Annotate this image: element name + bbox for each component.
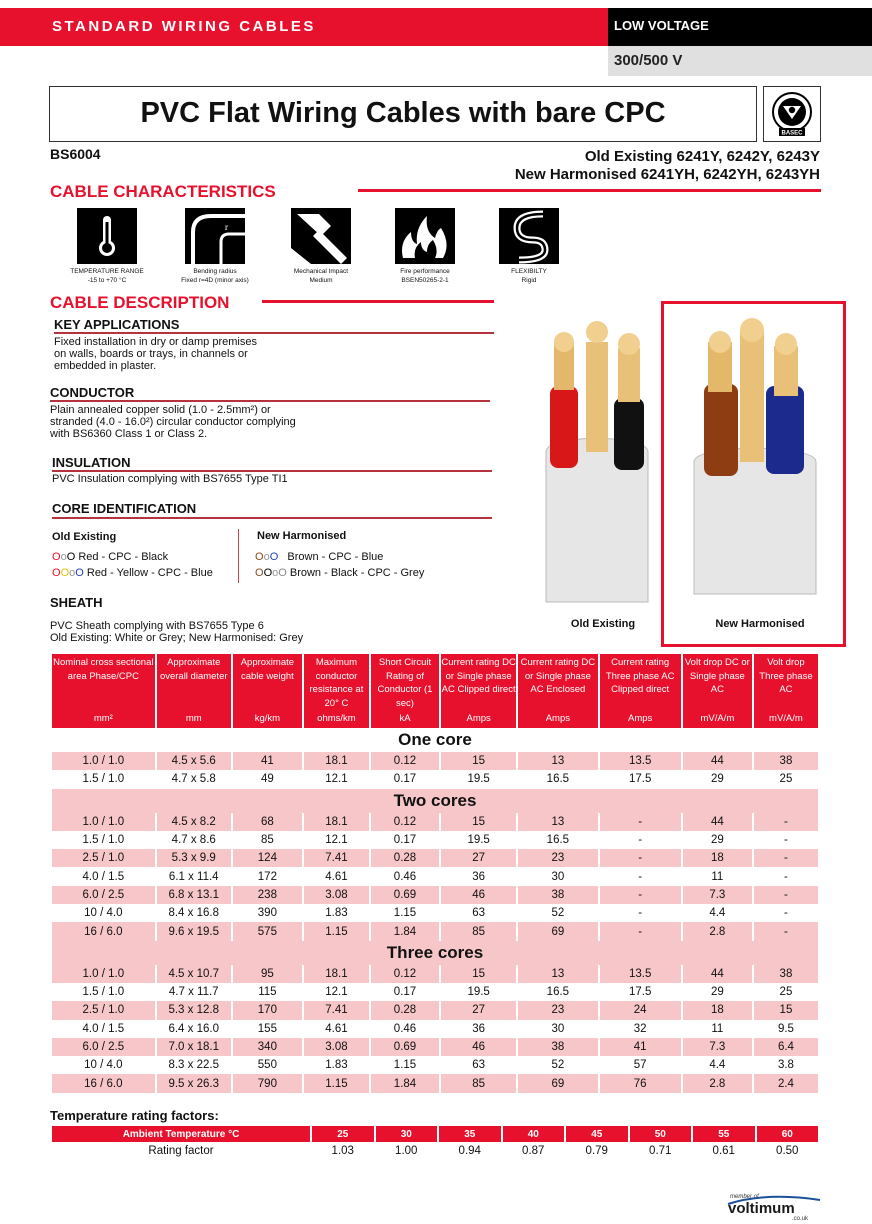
- voltage-class: LOW VOLTAGE: [614, 18, 709, 33]
- column-header-text: Approximate overall diameter: [159, 657, 228, 682]
- column-header-text: Nominal cross sectional area Phase/CPC: [53, 657, 154, 682]
- table-cell: 0.69: [371, 886, 439, 904]
- table-row: [52, 1020, 818, 1038]
- table-cell: 13.5: [600, 752, 681, 770]
- table-cell: 7.3: [683, 1038, 752, 1056]
- table-cell: 4.61: [325, 870, 348, 883]
- char-temperature: TEMPERATURE RANGE -15 to +70 °C: [52, 208, 162, 285]
- temperature-value: 50: [630, 1126, 692, 1142]
- core-old-title: Old Existing: [52, 531, 117, 543]
- table-cell: 3.08: [304, 1038, 369, 1056]
- sheath-text: PVC Sheath complying with BS7655 Type 6 Old Existing: White or Grey; New Harmonised: Grey: [50, 620, 304, 644]
- rating-factor-value: 0.71: [649, 1145, 672, 1157]
- table-cell: 4.5 x 5.6: [157, 752, 231, 770]
- table-row: [52, 1001, 818, 1019]
- table-cell: 32: [633, 1022, 647, 1035]
- core-identification-title: CORE IDENTIFICATION: [52, 501, 197, 516]
- voltimum-logo: [726, 1190, 822, 1220]
- member-of-text: member of: [730, 1194, 759, 1200]
- table-cell: 38: [754, 752, 818, 770]
- conductor-title: CONDUCTOR: [50, 385, 135, 400]
- table-cell: 4.7 x 11.7: [168, 986, 219, 999]
- flame-icon: [395, 208, 455, 264]
- table-cell: 575: [233, 922, 302, 940]
- table-cell: 41: [600, 1038, 681, 1056]
- table-cell: 2.5 / 1.0: [52, 1001, 155, 1019]
- table-row: [52, 965, 818, 983]
- table-cell: 16 / 6.0: [52, 1074, 155, 1092]
- key-applications-text: Fixed installation in dry or damp premises on walls, boards or trays, in channels or embedded in plaster.: [54, 336, 257, 372]
- char-flexibility: FLEXIBILTY Rigid: [474, 208, 584, 285]
- column-header-text: Volt drop Three phase AC: [759, 657, 813, 695]
- table-row: [52, 1038, 818, 1056]
- group-title: Two cores: [52, 789, 818, 813]
- table-cell: 85: [441, 922, 516, 940]
- table-cell: 4.61: [325, 1022, 348, 1035]
- table-cell: 13: [518, 752, 597, 770]
- table-cell: 1.15: [304, 922, 369, 940]
- table-cell: 15: [441, 813, 516, 831]
- table-cell: 170: [233, 1001, 302, 1019]
- table-cell: 0.17: [393, 773, 417, 786]
- table-row: [52, 752, 818, 770]
- table-cell: 1.83: [325, 1059, 348, 1072]
- table-cell: -: [600, 886, 681, 904]
- table-cell: 4.0 / 1.5: [82, 1022, 125, 1035]
- column-header-text: Current rating DC or Single phase AC Enclosed: [520, 657, 596, 695]
- table-cell: 15: [441, 965, 516, 983]
- table-cell: 12.1: [325, 773, 348, 786]
- conductor-text: Plain annealed copper solid (1.0 - 2.5mm²) or stranded (4.0 - 16.0²) circular conductor complying with BS6360 Class 1 or Class 2.: [50, 404, 296, 440]
- table-cell: 38: [518, 886, 597, 904]
- table-cell: 3.08: [304, 886, 369, 904]
- table-cell: 1.5 / 1.0: [82, 986, 125, 999]
- voltage-rating: 300/500 V: [614, 52, 683, 69]
- table-cell: 17.5: [628, 773, 652, 786]
- standard-code: BS6004: [50, 146, 101, 162]
- table-cell: 0.46: [393, 1022, 417, 1035]
- column-header: [304, 654, 369, 728]
- core-old-line-2: OOoO Red - Yellow - CPC - Blue: [52, 567, 213, 579]
- table-cell: 5.3 x 12.8: [157, 1001, 231, 1019]
- basec-logo: [763, 86, 821, 142]
- table-cell: 155: [257, 1022, 277, 1035]
- column-header: [441, 654, 516, 728]
- column-header: [157, 654, 231, 728]
- table-cell: 15: [441, 752, 516, 770]
- table-cell: 2.8: [683, 922, 752, 940]
- table-cell: 52: [551, 907, 565, 920]
- table-cell: 0.12: [371, 813, 439, 831]
- table-cell: 36: [472, 1022, 486, 1035]
- key-applications-rule: [54, 332, 494, 334]
- table-cell: -: [784, 834, 788, 847]
- old-existing-cable-image: [536, 312, 660, 612]
- table-cell: 63: [472, 907, 486, 920]
- column-header-text: Approximate cable weight: [240, 657, 295, 682]
- temperature-header-label: Ambient Temperature °C: [52, 1126, 310, 1142]
- new-harmonised-highlight-frame: [661, 301, 846, 647]
- voltage-rating-bar: [608, 46, 872, 76]
- new-reference: New Harmonised 6241YH, 6242YH, 6243YH: [514, 166, 820, 183]
- char-impact: Mechanical Impact Medium: [266, 208, 376, 285]
- table-cell: 172: [257, 870, 277, 883]
- table-cell: 340: [233, 1038, 302, 1056]
- table-cell: 52: [551, 1059, 565, 1072]
- svg-text:r: r: [225, 222, 228, 232]
- column-header-unit: Amps: [466, 713, 491, 724]
- table-cell: 29: [710, 834, 724, 847]
- table-cell: 69: [518, 1074, 597, 1092]
- table-cell: 3.8: [777, 1059, 794, 1072]
- table-cell: 0.28: [371, 1001, 439, 1019]
- column-header-unit: Amps: [545, 713, 571, 724]
- table-cell: -: [600, 849, 681, 867]
- rating-factor-label: Rating factor: [148, 1145, 214, 1157]
- core-identification-rule: [52, 517, 492, 519]
- table-cell: 7.41: [304, 849, 369, 867]
- column-header: [371, 654, 439, 728]
- column-header-unit: Amps: [628, 713, 653, 724]
- table-cell: 57: [633, 1059, 647, 1072]
- table-cell: -: [638, 870, 643, 883]
- cable-data-table: [50, 654, 820, 1093]
- char-fire: Fire performance BSEN50265-2-1: [370, 208, 480, 285]
- temperature-value: 25: [312, 1126, 374, 1142]
- column-header: [683, 654, 752, 728]
- column-header: [600, 654, 681, 728]
- table-row: [52, 1074, 818, 1092]
- temperature-title: Temperature rating factors:: [50, 1108, 219, 1123]
- table-cell: 18.1: [304, 813, 369, 831]
- rating-factor-value: 0.61: [712, 1145, 735, 1157]
- table-cell: 1.83: [325, 907, 348, 920]
- column-header-unit: mm²: [93, 713, 113, 724]
- table-cell: 36: [472, 870, 486, 883]
- table-cell: -: [784, 870, 788, 883]
- conductor-rule: [50, 400, 490, 402]
- column-header: [518, 654, 597, 728]
- column-header: [754, 654, 818, 728]
- table-cell: 13: [518, 965, 597, 983]
- table-cell: 0.17: [393, 986, 417, 999]
- table-cell: 44: [683, 965, 752, 983]
- table-cell: 16 / 6.0: [52, 922, 155, 940]
- char-bending: r Bending radius Fixed r=4D (minor axis): [160, 208, 270, 285]
- table-cell: 11: [711, 1022, 724, 1035]
- rating-factor-value: 1.00: [395, 1145, 418, 1157]
- table-cell: 1.5 / 1.0: [82, 773, 125, 786]
- insulation-title: INSULATION: [52, 455, 131, 470]
- table-cell: 25: [779, 986, 793, 999]
- column-header-unit: mm: [185, 713, 202, 724]
- table-cell: 16.5: [546, 834, 570, 847]
- table-row: [52, 922, 818, 940]
- characteristics-heading: CABLE CHARACTERISTICS: [50, 182, 276, 201]
- insulation-text: PVC Insulation complying with BS7655 Type TI1: [52, 473, 288, 485]
- logo-text: BASEC: [781, 130, 803, 137]
- table-cell: 44: [683, 752, 752, 770]
- table-cell: 16.5: [546, 986, 570, 999]
- table-cell: 1.84: [371, 1074, 439, 1092]
- table-cell: 10 / 4.0: [84, 907, 123, 920]
- table-cell: 4.5 x 8.2: [157, 813, 231, 831]
- table-cell: 0.17: [393, 834, 417, 847]
- table-cell: 18: [683, 1001, 752, 1019]
- column-header-text: Current rating Three phase AC Clipped direct: [605, 657, 675, 695]
- table-cell: 390: [257, 907, 277, 920]
- table-cell: 63: [472, 1059, 486, 1072]
- table-cell: 12.1: [325, 986, 348, 999]
- table-cell: 30: [551, 870, 565, 883]
- voltimum-brand-text: voltimum: [728, 1200, 795, 1217]
- table-cell: 13.5: [600, 965, 681, 983]
- table-cell: 1.0 / 1.0: [52, 752, 155, 770]
- table-cell: 25: [779, 773, 793, 786]
- column-header: [233, 654, 302, 728]
- table-cell: -: [754, 922, 818, 940]
- table-cell: 550: [257, 1059, 277, 1072]
- table-cell: 6.1 x 11.4: [168, 870, 219, 883]
- table-cell: 4.7 x 8.6: [171, 834, 216, 847]
- old-existing-caption: Old Existing: [570, 618, 636, 630]
- thermometer-icon: [77, 208, 137, 264]
- table-cell: 6.4 x 16.0: [168, 1022, 219, 1035]
- table-row: [52, 849, 818, 867]
- table-cell: 115: [258, 986, 277, 999]
- table-row: [52, 813, 818, 831]
- rating-factor-value: 1.03: [331, 1145, 354, 1157]
- temperature-value: 60: [757, 1126, 819, 1142]
- table-cell: 11: [711, 870, 724, 883]
- voltimum-domain-text: .co.uk: [792, 1216, 809, 1220]
- table-cell: 27: [441, 849, 516, 867]
- column-header-unit: kg/km: [254, 713, 281, 724]
- table-cell: 4.4: [709, 1059, 726, 1072]
- table-cell: 1.84: [371, 922, 439, 940]
- table-cell: 49: [260, 773, 274, 786]
- temperature-table: [50, 1126, 820, 1160]
- table-cell: 10 / 4.0: [84, 1059, 123, 1072]
- rating-factor-value: 0.50: [776, 1145, 799, 1157]
- group-title: Three cores: [52, 941, 818, 965]
- table-cell: -: [600, 813, 681, 831]
- table-cell: 0.69: [371, 1038, 439, 1056]
- sheath-title: SHEATH: [50, 595, 103, 610]
- table-cell: 1.5 / 1.0: [82, 834, 125, 847]
- table-cell: 16.5: [546, 773, 570, 786]
- table-cell: 6.0 / 2.5: [52, 886, 155, 904]
- table-cell: 46: [441, 886, 516, 904]
- table-cell: 41: [233, 752, 302, 770]
- group-header-row: [52, 789, 818, 813]
- column-header-unit: mV/A/m: [700, 713, 735, 724]
- table-cell: 0.28: [371, 849, 439, 867]
- table-cell: 44: [683, 813, 752, 831]
- table-cell: 7.41: [304, 1001, 369, 1019]
- voltage-class-bar: [608, 8, 872, 46]
- column-header: [52, 654, 155, 728]
- column-header-text: Volt drop DC or Single phase AC: [684, 657, 750, 695]
- column-header-text: Maximum conductor resistance at 20° C: [309, 657, 364, 709]
- new-harmonised-caption: New Harmonised: [715, 618, 805, 630]
- table-cell: 27: [441, 1001, 516, 1019]
- table-cell: 85: [441, 1074, 516, 1092]
- table-row: [52, 831, 818, 849]
- flex-icon: [499, 208, 559, 264]
- table-cell: 12.1: [325, 834, 348, 847]
- old-reference: Old Existing 6241Y, 6242Y, 6243Y: [584, 148, 820, 165]
- bend-radius-icon: [185, 208, 245, 264]
- table-cell: 2.5 / 1.0: [52, 849, 155, 867]
- table-cell: -: [638, 907, 643, 920]
- table-cell: 1.15: [393, 907, 417, 920]
- table-cell: 9.6 x 19.5: [157, 922, 231, 940]
- table-cell: 95: [233, 965, 302, 983]
- table-cell: -: [754, 886, 818, 904]
- rating-factor-value: 0.79: [585, 1145, 608, 1157]
- table-row: [52, 983, 818, 1001]
- core-new-line-2: OOoO Brown - Black - CPC - Grey: [255, 567, 425, 579]
- table-cell: 4.4: [709, 907, 726, 920]
- table-cell: 23: [518, 849, 597, 867]
- table-cell: 6.8 x 13.1: [157, 886, 231, 904]
- table-cell: 8.4 x 16.8: [168, 907, 219, 920]
- table-row: [52, 904, 818, 922]
- table-cell: 124: [233, 849, 302, 867]
- column-header-unit: kA: [399, 713, 411, 724]
- table-cell: 4.7 x 5.8: [171, 773, 216, 786]
- table-cell: 19.5: [467, 986, 490, 999]
- column-header-text: Short Circuit Rating of Conductor (1 sec): [377, 657, 433, 709]
- table-row: [52, 867, 818, 885]
- table-cell: 85: [260, 834, 274, 847]
- table-cell: 38: [754, 965, 818, 983]
- table-cell: 9.5 x 26.3: [157, 1074, 231, 1092]
- table-cell: 38: [518, 1038, 597, 1056]
- temperature-value: 30: [376, 1126, 438, 1142]
- table-cell: -: [638, 834, 643, 847]
- table-cell: 238: [233, 886, 302, 904]
- table-cell: 0.46: [393, 870, 417, 883]
- table-cell: 30: [551, 1022, 565, 1035]
- cable-references: [515, 148, 820, 184]
- table-cell: 29: [710, 986, 724, 999]
- temperature-value: 40: [503, 1126, 565, 1142]
- column-header-unit: ohms/km: [317, 713, 356, 724]
- key-applications-title: KEY APPLICATIONS: [54, 317, 180, 332]
- insulation-rule: [52, 470, 492, 472]
- table-cell: 0.12: [371, 965, 439, 983]
- table-cell: 23: [518, 1001, 597, 1019]
- description-heading: CABLE DESCRIPTION: [50, 293, 230, 312]
- table-cell: 6.0 / 2.5: [52, 1038, 155, 1056]
- table-cell: 7.3: [683, 886, 752, 904]
- table-cell: 790: [233, 1074, 302, 1092]
- core-new-line-1: OoO Brown - CPC - Blue: [255, 551, 384, 563]
- table-cell: 18: [683, 849, 752, 867]
- table-cell: 18.1: [304, 965, 369, 983]
- table-cell: 0.12: [371, 752, 439, 770]
- rating-factor-value: 0.87: [522, 1145, 545, 1157]
- core-new-title: New Harmonised: [257, 530, 347, 542]
- title-box: [49, 86, 757, 142]
- table-cell: 2.4: [754, 1074, 818, 1092]
- hammer-icon: [291, 208, 351, 264]
- table-cell: 1.0 / 1.0: [52, 813, 155, 831]
- table-cell: 19.5: [467, 773, 490, 786]
- temperature-value: 35: [439, 1126, 501, 1142]
- table-cell: 7.0 x 18.1: [157, 1038, 231, 1056]
- description-rule: [262, 300, 494, 303]
- table-cell: 18.1: [304, 752, 369, 770]
- table-cell: 1.15: [304, 1074, 369, 1092]
- table-cell: 8.3 x 22.5: [168, 1059, 219, 1072]
- group-title: One core: [52, 728, 818, 752]
- group-header-row: [52, 941, 818, 965]
- table-cell: 29: [710, 773, 724, 786]
- table-row: [52, 1056, 818, 1074]
- table-cell: 5.3 x 9.9: [157, 849, 231, 867]
- table-cell: 4.5 x 10.7: [157, 965, 231, 983]
- table-cell: -: [754, 813, 818, 831]
- table-cell: 46: [441, 1038, 516, 1056]
- group-header-row: [52, 728, 818, 752]
- column-header-unit: mV/A/m: [769, 713, 803, 724]
- temperature-value: 55: [693, 1126, 755, 1142]
- table-cell: -: [784, 907, 788, 920]
- table-cell: 1.0 / 1.0: [52, 965, 155, 983]
- table-cell: 69: [518, 922, 597, 940]
- table-cell: 15: [754, 1001, 818, 1019]
- temperature-value: 45: [566, 1126, 628, 1142]
- rating-factor-value: 0.94: [458, 1145, 481, 1157]
- table-cell: 68: [233, 813, 302, 831]
- table-cell: 9.5: [777, 1022, 794, 1035]
- table-cell: 19.5: [467, 834, 490, 847]
- core-old-line-1: OoO Red - CPC - Black: [52, 551, 169, 563]
- characteristics-rule: [358, 189, 821, 192]
- table-row: [52, 886, 818, 904]
- table-cell: 6.4: [754, 1038, 818, 1056]
- column-header-text: Current rating DC or Single phase AC Clipped direct: [441, 657, 516, 695]
- table-row: [52, 770, 818, 788]
- table-cell: 24: [600, 1001, 681, 1019]
- table-cell: 17.5: [628, 986, 652, 999]
- table-cell: 76: [600, 1074, 681, 1092]
- table-cell: 1.15: [393, 1059, 417, 1072]
- brand-label: STANDARD WIRING CABLES: [52, 18, 316, 35]
- table-cell: -: [600, 922, 681, 940]
- table-cell: -: [754, 849, 818, 867]
- basec-logo-icon: [764, 87, 820, 141]
- table-cell: 4.0 / 1.5: [82, 870, 125, 883]
- page-title: PVC Flat Wiring Cables with bare CPC: [140, 97, 666, 129]
- table-cell: 2.8: [683, 1074, 752, 1092]
- header-bar: [0, 8, 610, 46]
- core-divider: [238, 529, 239, 583]
- table-cell: 13: [518, 813, 597, 831]
